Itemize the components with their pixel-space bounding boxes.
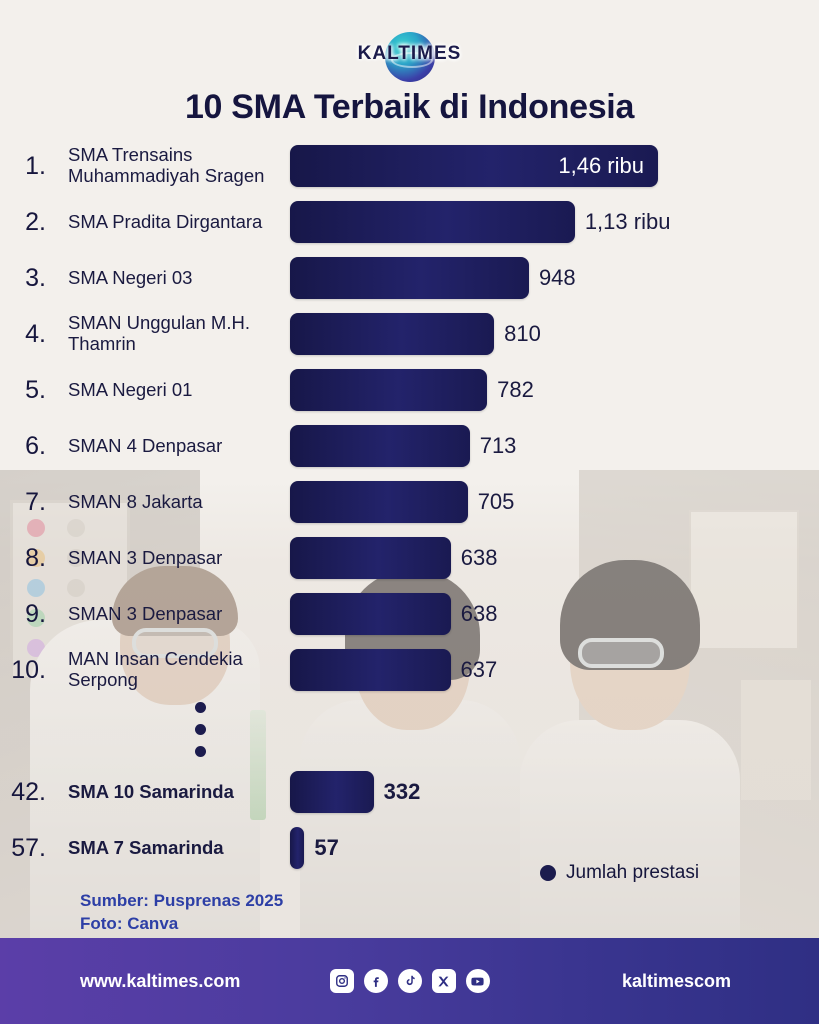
row-rank: 2. [25, 207, 46, 236]
row-rank: 4. [25, 319, 46, 348]
chart-row [0, 530, 819, 586]
bar-value-label: 782 [497, 377, 534, 402]
ellipsis-dot [195, 724, 206, 735]
source-line-1: Sumber: Pusprenas 2025 [80, 891, 284, 910]
row-label: MAN Insan Cendekia Serpong [68, 648, 243, 690]
row-label: SMA Pradita Dirgantara [68, 210, 263, 232]
row-bar-area [290, 138, 819, 194]
row-label: SMA Negeri 03 [68, 266, 193, 288]
row-label: SMA 10 Samarinda [68, 780, 234, 802]
row-rank: 6. [25, 431, 46, 460]
row-rank: 9. [25, 599, 46, 628]
bar-value-label: 810 [504, 321, 541, 346]
legend-label: Jumlah prestasi [566, 862, 700, 883]
legend-marker-icon [540, 865, 556, 881]
youtube-icon[interactable] [466, 969, 490, 993]
ellipsis-dot [195, 746, 206, 757]
bar [290, 369, 487, 411]
ellipsis-separator [0, 698, 819, 764]
footer-website[interactable]: www.kaltimes.com [80, 970, 241, 991]
chart-legend [540, 862, 699, 884]
row-label: SMAN Unggulan M.H. Thamrin [68, 312, 250, 354]
bar [290, 771, 374, 813]
row-bar-area [290, 250, 819, 306]
chart-row [0, 362, 819, 418]
row-label: SMA Negeri 01 [68, 378, 193, 400]
bar-value-label: 713 [479, 433, 517, 458]
row-rank: 42. [11, 777, 46, 806]
row-label: SMA 7 Samarinda [68, 836, 224, 858]
row-label: SMA Trensains Muhammadiyah Sragen [68, 144, 265, 186]
ellipsis-dot [195, 702, 206, 713]
row-label: SMAN 8 Jakarta [68, 490, 203, 512]
bar [290, 257, 529, 299]
x-icon[interactable] [432, 969, 456, 993]
source-note [80, 890, 283, 936]
bar [290, 481, 468, 523]
bar [290, 145, 658, 187]
page-title: 10 SMA Terbaik di Indonesia [184, 88, 635, 126]
bar-value-label: 948 [538, 265, 576, 290]
chart-row [0, 250, 819, 306]
bar-value-label: 57 [314, 835, 339, 860]
row-bar-area [290, 474, 819, 530]
row-rank: 10. [11, 655, 46, 684]
chart-row [0, 138, 819, 194]
bar [290, 425, 470, 467]
brand-name: KALTIMES [357, 43, 462, 64]
chart-row [0, 418, 819, 474]
tiktok-icon[interactable] [398, 969, 422, 993]
row-rank: 5. [25, 375, 46, 404]
source-line-2: Foto: Canva [80, 913, 179, 933]
row-rank: 57. [11, 833, 46, 862]
bar-value-label: 638 [460, 545, 498, 570]
bar [290, 827, 304, 869]
chart-row [0, 642, 819, 698]
row-rank: 1. [25, 151, 46, 180]
chart-row [0, 764, 819, 820]
row-bar-area [290, 530, 819, 586]
bar [290, 313, 494, 355]
bar-value-label: 637 [460, 657, 498, 682]
row-bar-area [290, 418, 819, 474]
row-label: SMAN 3 Denpasar [68, 546, 223, 568]
row-rank: 3. [25, 263, 46, 292]
row-bar-area [290, 306, 819, 362]
bar-value-label: 1,46 ribu [558, 153, 644, 178]
row-bar-area [290, 642, 819, 698]
bar [290, 593, 451, 635]
row-bar-area [290, 586, 819, 642]
chart-row [0, 194, 819, 250]
bar-value-label: 1,13 ribu [584, 209, 671, 234]
bar-value-label: 638 [460, 601, 498, 626]
row-bar-area [290, 194, 819, 250]
bar-value-label: 332 [383, 779, 421, 804]
footer-bar [0, 938, 819, 1024]
row-label: SMAN 3 Denpasar [68, 602, 223, 624]
row-label: SMAN 4 Denpasar [68, 434, 223, 456]
chart-row [0, 306, 819, 362]
row-rank: 8. [25, 543, 46, 572]
bar [290, 649, 451, 691]
bar-value-label: 705 [477, 489, 515, 514]
bar-chart [0, 138, 819, 876]
chart-row [0, 474, 819, 530]
bar [290, 537, 451, 579]
chart-row [0, 586, 819, 642]
row-bar-area [290, 764, 819, 820]
footer-handle[interactable]: kaltimescom [621, 970, 731, 991]
instagram-icon[interactable] [330, 969, 354, 993]
row-bar-area [290, 362, 819, 418]
facebook-icon[interactable] [364, 969, 388, 993]
social-links [330, 969, 490, 993]
bar [290, 201, 575, 243]
brand-logo [0, 26, 819, 82]
row-rank: 7. [25, 487, 46, 516]
